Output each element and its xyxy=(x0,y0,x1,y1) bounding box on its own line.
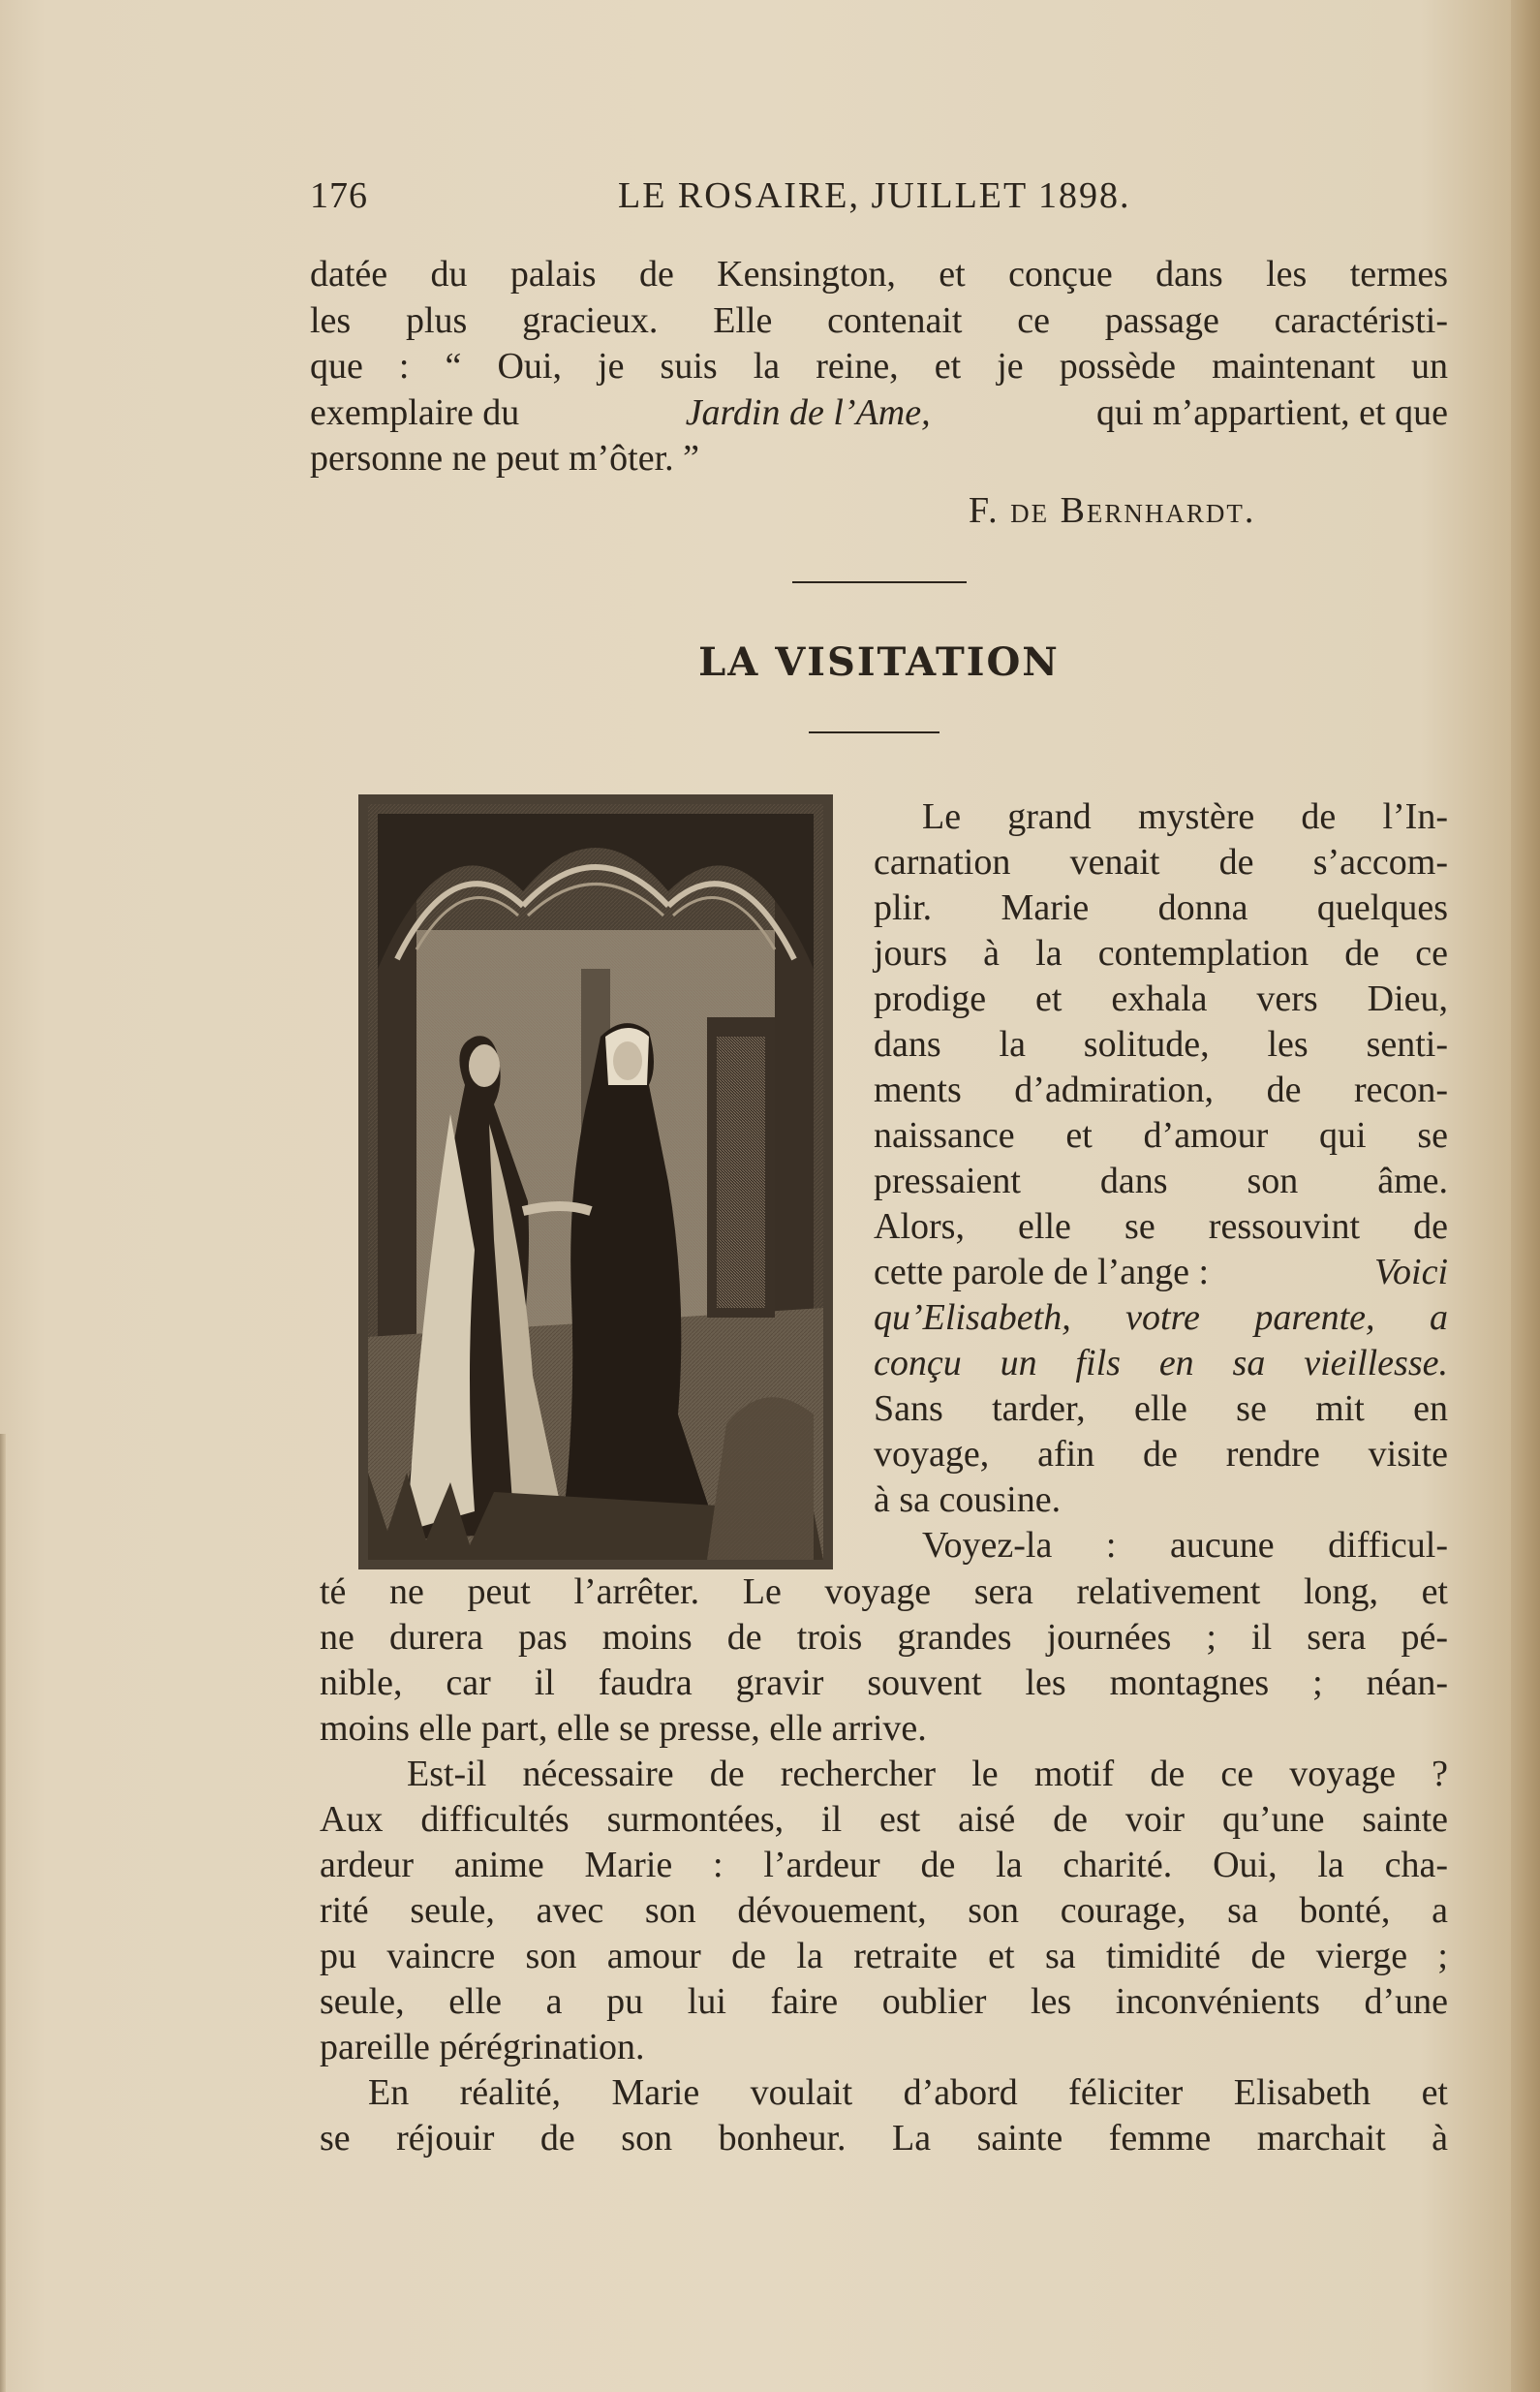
text-line: seule, elle a pu lui faire oublier les inconvénients d’une xyxy=(320,1981,1448,2022)
text-line: Alors, elle se ressouvint de xyxy=(874,1206,1448,1247)
book-title: Jardin de l’Ame, xyxy=(685,391,931,433)
quote-text: conçu un fils en sa vieillesse. xyxy=(874,1343,1448,1383)
article-title: LA VISITATION xyxy=(698,639,1060,685)
text-line: naissance et d’amour qui se xyxy=(874,1115,1448,1156)
quote-line xyxy=(874,1341,1448,1386)
text-line: pareille pérégrination. xyxy=(320,2027,645,2067)
text-line: rité seule, avec son dévouement, son courage, sa bonté, a xyxy=(320,1890,1448,1931)
author-signature: F. de Bernhardt. xyxy=(969,490,1256,531)
running-head: LE ROSAIRE, JUILLET 1898. xyxy=(618,175,1131,216)
intro-line: personne ne peut m’ôter. ” xyxy=(310,438,700,479)
text-segment: cette parole de l’ange : xyxy=(874,1252,1210,1292)
page-header xyxy=(310,174,1453,233)
text-line: Sans tarder, elle se mit en xyxy=(874,1388,1448,1429)
intro-line: que : “ Oui, je suis la reine, et je possède maintenant un xyxy=(310,346,1448,387)
text-line: moins elle part, elle se presse, elle arrive. xyxy=(320,1708,927,1749)
text-line: Aux difficultés surmontées, il est aisé de voir qu’une sainte xyxy=(320,1799,1448,1840)
page-edge xyxy=(1511,0,1540,2392)
text-line: ments d’admiration, de recon- xyxy=(874,1070,1448,1110)
title-underline xyxy=(809,731,939,733)
quote-text: qu’Elisabeth, votre parente, a xyxy=(874,1297,1448,1338)
text-line xyxy=(874,1250,1448,1295)
text-line: voyage, afin de rendre visite xyxy=(874,1434,1448,1475)
intro-line: les plus gracieux. Elle contenait ce passage caractéristi- xyxy=(310,299,1448,341)
text-line: nible, car il faudra gravir souvent les montagnes ; néan- xyxy=(320,1662,1448,1703)
engraving-image xyxy=(358,794,833,1569)
text-line: En réalité, Marie voulait d’abord féliciter Elisabeth et xyxy=(368,2072,1448,2113)
wrap-column xyxy=(874,794,1448,1569)
intro-text: qui m’appartient, et que xyxy=(1095,391,1448,433)
intro-line: datée du palais de Kensington, et conçue dans les termes xyxy=(310,254,1448,295)
quote-segment: Voici xyxy=(1374,1252,1448,1292)
intro-text: exemplaire du xyxy=(310,391,520,433)
intro-paragraph xyxy=(310,252,1448,482)
full-width-text xyxy=(320,1569,1448,2161)
text-line: ardeur anime Marie : l’ardeur de la charité. Oui, la cha- xyxy=(320,1845,1448,1885)
text-line: Voyez-la : aucune difficul- xyxy=(922,1525,1448,1566)
text-line: Est-il nécessaire de rechercher le motif de ce voyage ? xyxy=(407,1754,1448,1794)
visitation-illustration xyxy=(358,794,833,1569)
text-line: carnation venait de s’accom- xyxy=(874,842,1448,883)
text-line: jours à la contemplation de ce xyxy=(874,933,1448,974)
text-line: se réjouir de son bonheur. La sainte femme marchait à xyxy=(320,2118,1448,2159)
intro-line xyxy=(310,390,1448,437)
text-line: pressaient dans son âme. xyxy=(874,1161,1448,1201)
text-line: à sa cousine. xyxy=(874,1479,1062,1520)
text-line: Le grand mystère de l’In- xyxy=(922,796,1448,837)
text-line: prodige et exhala vers Dieu, xyxy=(874,979,1448,1019)
text-line: té ne peut l’arrêter. Le voyage sera relativement long, et xyxy=(320,1571,1448,1612)
section-divider xyxy=(792,581,967,583)
quote-line xyxy=(874,1295,1448,1341)
text-line: dans la solitude, les senti- xyxy=(874,1024,1448,1065)
text-line: ne durera pas moins de trois grandes journées ; il sera pé- xyxy=(320,1617,1448,1658)
page-number: 176 xyxy=(310,175,368,216)
text-line: pu vaincre son amour de la retraite et sa timidité de vierge ; xyxy=(320,1936,1448,1976)
text-line: plir. Marie donna quelques xyxy=(874,887,1448,928)
binding-shadow xyxy=(0,1434,6,2392)
